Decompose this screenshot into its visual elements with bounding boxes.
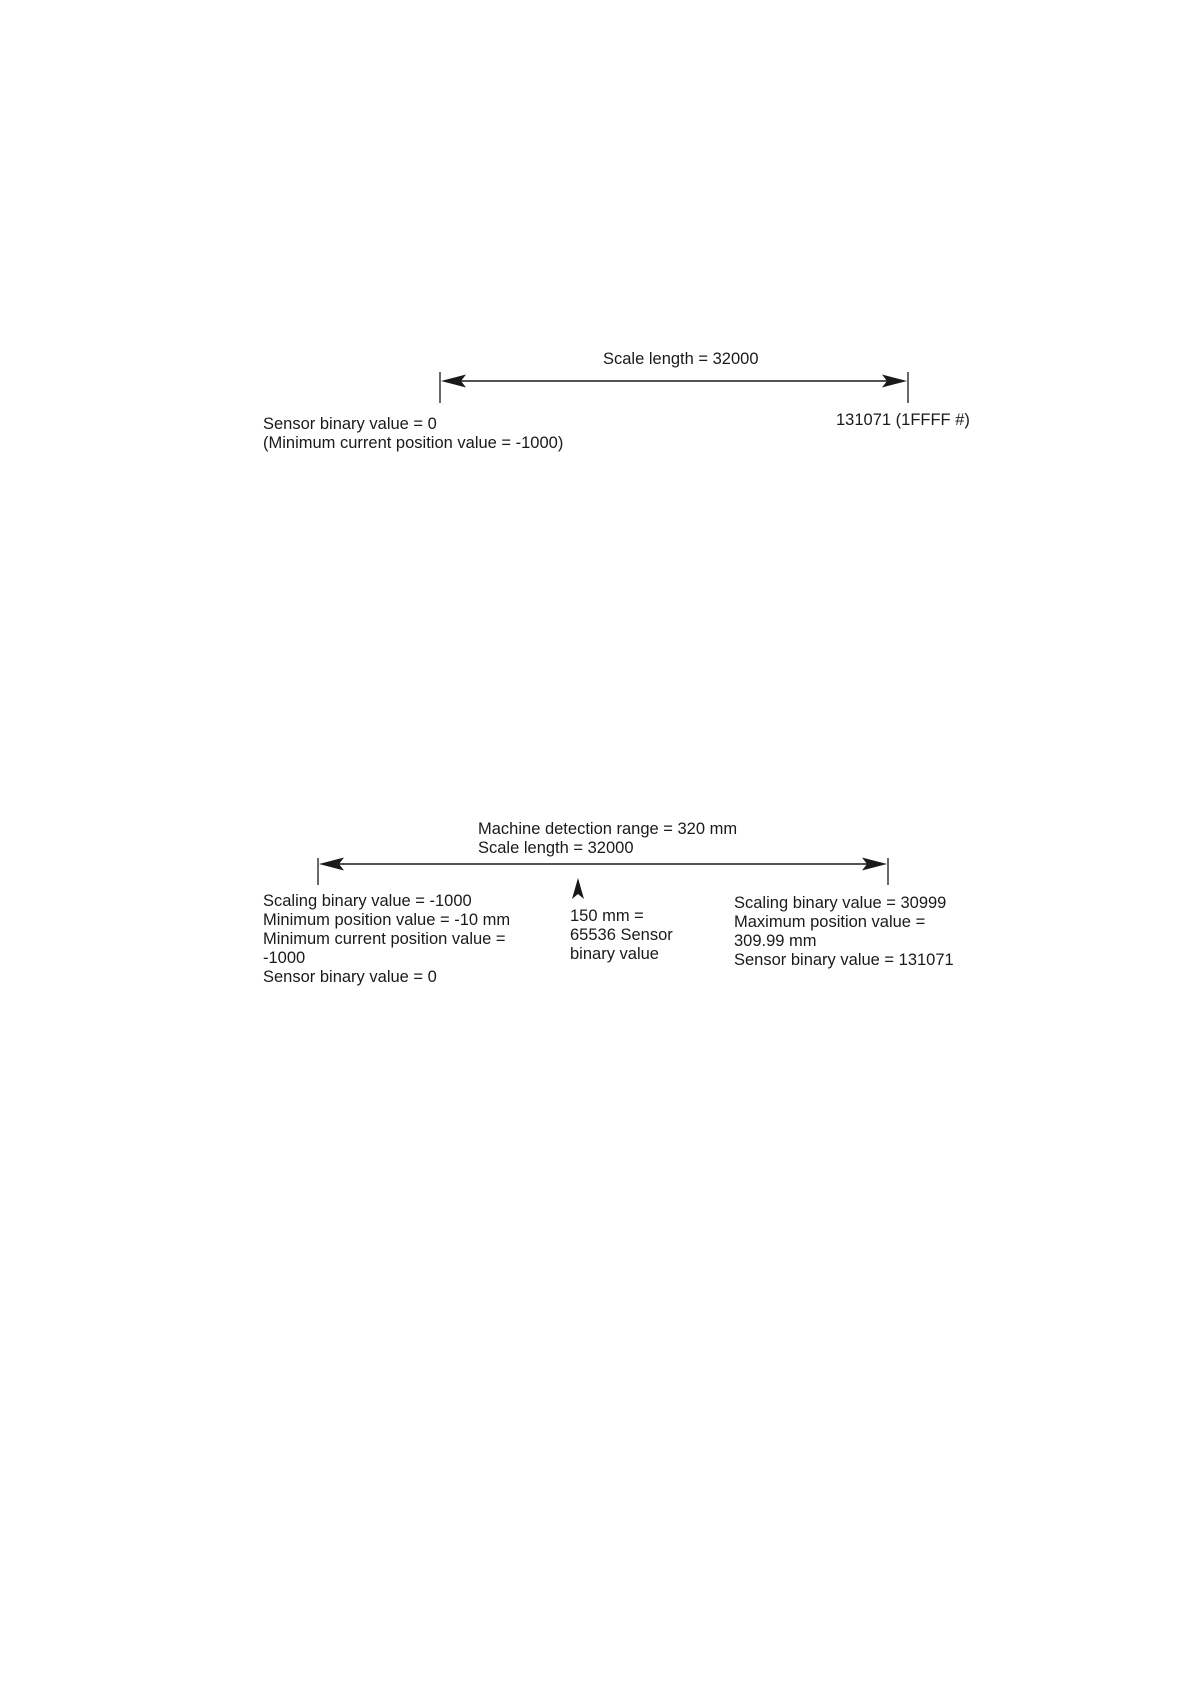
top-sensor-binary-value-label: Sensor binary value = 0 (263, 415, 437, 433)
bottom-sensor-binary-min-label: Sensor binary value = 0 (263, 968, 437, 986)
top-scale-diagram (440, 372, 908, 403)
midpoint-pointer-arrow (572, 878, 584, 899)
machine-detection-range-label: Machine detection range = 320 mm (478, 820, 738, 838)
maximum-position-value-label: Maximum position value = (734, 913, 926, 931)
minimum-current-position-value: -1000 (263, 949, 306, 967)
scaling-binary-min-label: Scaling binary value = -1000 (263, 892, 472, 910)
bottom-header-label-block (478, 820, 737, 858)
top-min-current-position-label: (Minimum current position value = -1000) (263, 434, 564, 452)
midpoint-mm-label: 150 mm = (570, 907, 644, 925)
bottom-scale-length-label: Scale length = 32000 (478, 839, 634, 857)
minimum-position-value-label: Minimum position value = -10 mm (263, 911, 511, 929)
minimum-current-position-label: Minimum current position value = (263, 930, 506, 948)
maximum-position-value-mm: 309.99 mm (734, 932, 817, 950)
midpoint-binary-value-label: binary value (570, 945, 659, 963)
top-left-label-block (263, 415, 563, 453)
midpoint-sensor-label: 65536 Sensor (570, 926, 673, 944)
top-scale-length-label: Scale length = 32000 (603, 350, 759, 368)
scaling-binary-max-label: Scaling binary value = 30999 (734, 894, 947, 912)
bottom-right-label-block (734, 894, 954, 970)
top-right-max-value-label: 131071 (1FFFF #) (836, 411, 970, 429)
bottom-left-label-block (263, 892, 510, 987)
bottom-middle-label-block (570, 907, 673, 964)
bottom-sensor-binary-max-label: Sensor binary value = 131071 (734, 951, 954, 969)
